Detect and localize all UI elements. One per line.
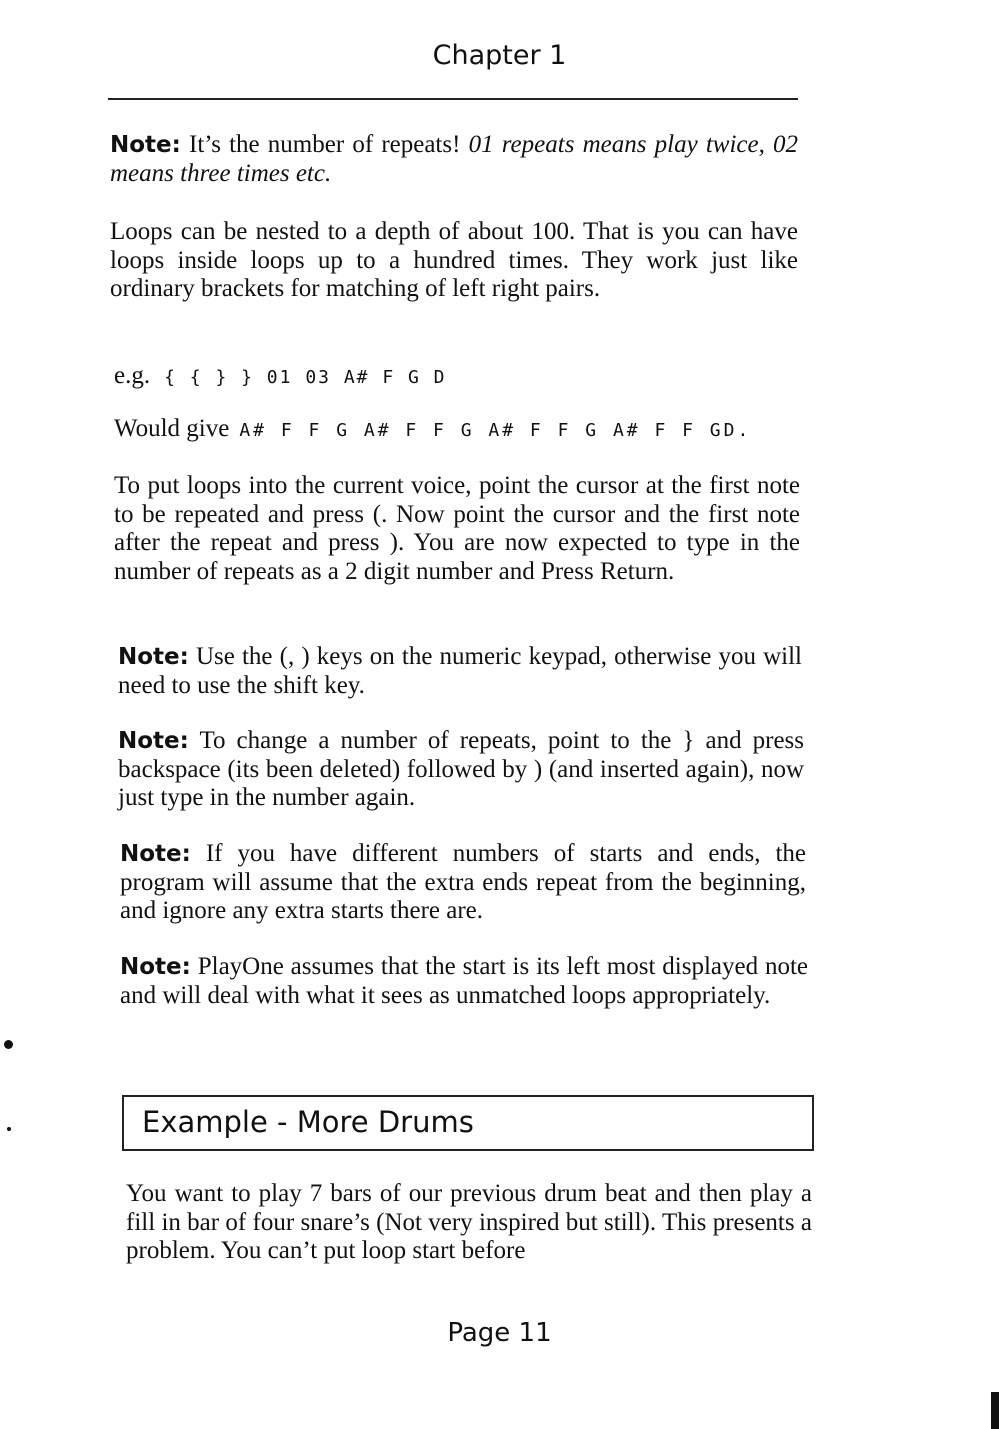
section-heading-box [122,1095,814,1151]
note-change [118,727,804,813]
note-label: Note: [118,728,189,754]
header-divider [108,98,798,100]
note-repeats-italic: 01 repeats means play twice, 02 means three times etc. [110,131,798,187]
paragraph-put-loops: To put loops into the current voice, point the cursor at the first note to be repeated and press (. Now point the cursor and the first note after the repeat and press ). You are now expected to type in the number of repeats as a 2 digit number and Press Return. [114,472,800,585]
note-playone-text: PlayOne assumes that the start is its left most displayed note and will deal with what it sees as unmatched loops appropriately. [120,953,808,1009]
chapter-header: Chapter 1 [432,40,567,71]
example-code: { { } } 01 03 A# F G D [164,367,447,388]
section-title: Example - More Drums [142,1105,474,1139]
scan-speck [4,1040,13,1049]
would-give-label: Would give [114,415,230,442]
example-label: e.g. [114,362,151,389]
note-different [120,840,806,926]
note-label: Note: [120,841,191,867]
note-repeats-text: It’s the number of repeats! [180,131,469,158]
note-repeats [110,131,798,188]
scan-speck [7,1127,11,1131]
note-label: Note: [120,954,191,980]
would-give-code: A# F F G A# F F G A# F F G A# F F GD. [239,420,752,441]
note-keypad [118,643,802,700]
note-change-text: To change a number of repeats, point to the } and press backspace (its been deleted) followed by ) (and inserted again), now just type in the number again. [118,727,804,812]
would-give-line [114,415,751,443]
scan-edge-mark [991,1392,999,1429]
note-keypad-text: Use the (, ) keys on the numeric keypad, otherwise you will need to use the shift key. [118,643,802,699]
note-playone [120,953,808,1010]
paragraph-more-drums: You want to play 7 bars of our previous drum beat and then play a fill in bar of four snare’s (Not very inspired but still). This presents a problem. You can’t put loop start before [126,1180,812,1265]
note-label: Note: [110,132,181,158]
example-line [114,362,447,390]
page-number: Page 11 [447,1318,552,1348]
note-different-text: If you have different numbers of starts and ends, the program will assume that the extra ends repeat from the beginning, and ignore any extra starts there are. [120,840,806,925]
paragraph-loops-nested: Loops can be nested to a depth of about 100. That is you can have loops inside loops up to a hundred times. They work just like ordinary brackets for matching of left right pairs. [110,218,798,303]
note-label: Note: [118,644,189,670]
